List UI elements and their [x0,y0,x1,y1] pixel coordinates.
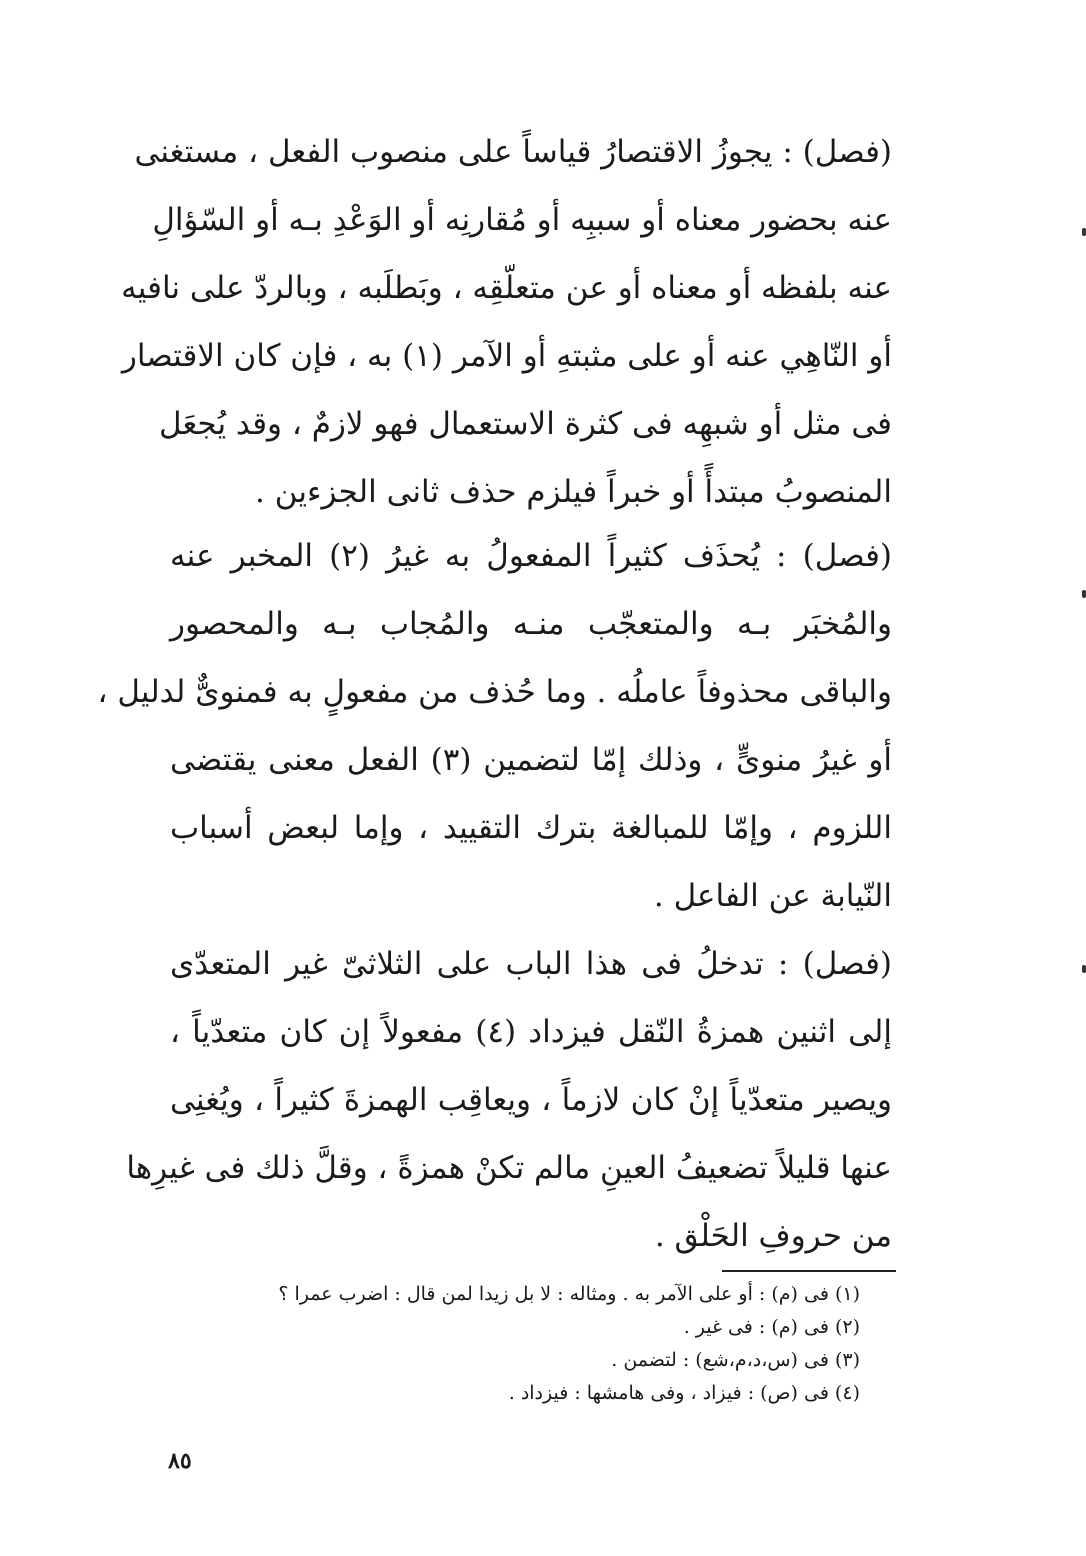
paragraph-3 [126,930,892,1272]
text-line: والباقى محذوفاً عاملُه . وما حُذف من مفعولٍ به فمنوىٌّ لدليل ، [97,674,892,710]
text-line: المنصوبُ مبتدأً أو خبراً فيلزم حذف ثانى الجزءين . [255,474,892,510]
text-line: فى مثل أو شبهِه فى كثرة الاستعمال فهو لازمٌ ، وقد يُجعَل [159,406,892,442]
binding-mark [1082,228,1086,236]
text-line: اللزوم ، وإمّا للمبالغة بترك التقييد ، وإما لبعض أسباب [170,810,892,846]
footnote: (٢) فى (م) : فى غير . [683,1316,860,1338]
footnotes [278,1278,860,1414]
text-line: أو النّاهِي عنه أو على مثبتهِ أو الآمر (١) به ، فإن كان الاقتصار [121,338,892,374]
text-line: والمُخبَر بـه والمتعجّب منـه والمُجاب بـه والمحصور [170,606,892,642]
text-line: إلى اثنين همزةُ النّقل فيزداد (٤) مفعولاً إن كان متعدّياً ، [170,1014,892,1050]
footnote-separator [722,1270,896,1272]
text-line: عنه بحضور معناه أو سببِه أو مُقارنِه أو الوَعْدِ بـه أو السّؤالِ [152,202,892,238]
footnote: (٣) فى (س،د،م،شع) : لتضمن . [611,1349,860,1371]
text-line: (فصل) : يُحذَف كثيراً المفعولُ به غيرُ (٢) المخبر عنه [170,538,892,574]
text-line: عنها قليلاً تضعيفُ العينِ مالم تكنْ همزةً ، وقلَّ ذلك فى غيرِها [126,1150,892,1186]
text-line: (فصل) : يجوزُ الاقتصارُ قياساً على منصوب الفعل ، مستغنى [134,134,892,170]
footnote: (٤) فى (ص) : فيزاد ، وفى هامشها : فيزداد . [508,1382,860,1404]
text-line: عنه بلفظه أو معناه أو عن متعلّقِه ، وبَطلَبه ، وبالردّ على نافيه [121,270,892,306]
binding-mark [1082,590,1086,598]
text-line: النّيابة عن الفاعل . [653,878,892,914]
text-line: ويصير متعدّياً إنْ كان لازماً ، ويعاقِب الهمزةَ كثيراً ، ويُغنِى [170,1082,892,1118]
paragraph-1 [121,118,892,528]
text-line: من حروفِ الحَلْق . [654,1218,892,1254]
page-number: ٨٥ [168,1448,192,1474]
binding-mark [1082,965,1086,973]
footnote: (١) فى (م) : أو على الآمر به . ومثاله : لا بل زيدا لمن قال : اضرب عمرا ؟ [278,1283,860,1305]
text-line: أو غيرُ منوىٍّ ، وذلك إمّا لتضمين (٣) الفعل معنى يقتضى [170,742,893,778]
text-line: (فصل) : تدخلُ فى هذا الباب على الثلاثىّ غير المتعدّى [170,946,892,982]
paragraph-2 [97,522,893,932]
